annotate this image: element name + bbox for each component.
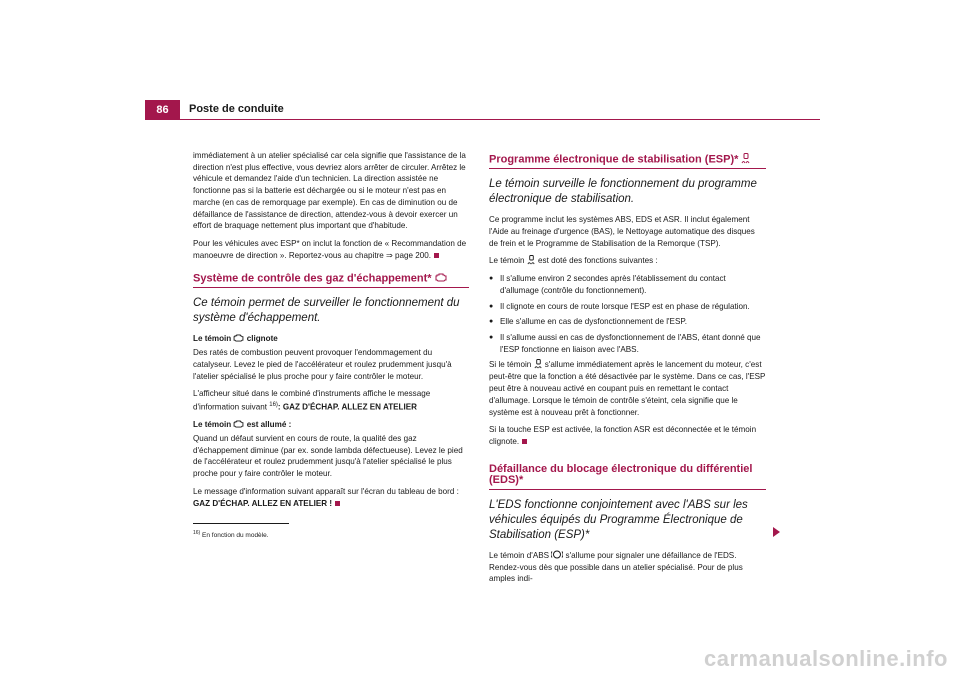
- footnote-ref: 16): [269, 401, 278, 408]
- list-item: ● Il clignote en cours de route lorsque l'ESP est en phase de régulation.: [489, 301, 766, 313]
- section-subtitle: Le témoin surveille le fonctionnement du programme électronique de stabilisation.: [489, 178, 757, 206]
- end-marker: [335, 501, 340, 506]
- list-item: ● Elle s'allume en cas de dysfonctionnement de l'ESP.: [489, 316, 766, 328]
- end-marker: [522, 439, 527, 444]
- section-subtitle: Ce témoin permet de surveiller le fonctionnement du système d'échappement.: [193, 297, 460, 325]
- abs-warning-icon: [551, 550, 563, 561]
- paragraph: Le témoin est doté des fonctions suivantes :: [489, 256, 658, 266]
- page-header: [145, 100, 820, 120]
- paragraph: Si la touche ESP est activée, la fonction ASR est déconnectée et le témoin clignote.: [489, 425, 757, 446]
- engine-warning-icon: [233, 334, 244, 344]
- end-marker: [434, 253, 439, 258]
- paragraph: Quand un défaut survient en cours de route, la qualité des gaz d'échappement diminue (par ex. sonde lambda défectueuse). Levez le pied de l'accélérateur et roulez prudemment jusqu'à l'atelier spécialisé le plus proche pour y faire contrôler le moteur.: [193, 434, 463, 479]
- engine-warning-icon: [233, 420, 244, 430]
- paragraph: Le témoin d'ABS s'allume pour signaler une défaillance de l'EDS. Rendez-vous dès que possible dans un atelier spécialisé. Pour de plus amples indi-: [489, 551, 743, 584]
- continue-arrow-icon: [773, 527, 780, 537]
- paragraph: Le message d'information suivant apparaît sur l'écran du tableau de bord : GAZ D'ÉCHAP. ALLEZ EN ATELIER !: [193, 486, 459, 508]
- watermark: carmanualsonline.info: [704, 646, 948, 671]
- esp-skid-icon: [741, 153, 751, 166]
- section-subtitle: L'EDS fonctionne conjointement avec l'ABS sur les véhicules équipés du Programme Électronique de Stabilisation (ESP)*: [489, 499, 748, 542]
- esp-skid-icon: [534, 359, 543, 371]
- right-column: [489, 150, 766, 591]
- footnote-rule: [193, 523, 289, 524]
- section-title: Défaillance du blocage électronique du différentiel (EDS)*: [489, 464, 766, 490]
- esp-skid-icon: [527, 255, 536, 267]
- left-column: [193, 150, 469, 542]
- subheading: Le témoin clignote: [193, 334, 278, 344]
- list-item: ● Il s'allume environ 2 secondes après l'établissement du contact d'allumage (contrôle du fonctionnement).: [489, 273, 766, 296]
- engine-warning-icon: [435, 273, 447, 284]
- paragraph: Si le témoin s'allume immédiatement après le lancement du moteur, c'est peut-être que la fonction a été désactivée par le système. Dans ce cas, l'ESP peut être à nouveau activé en coupant puis en remettant le contact d'allumage. Lorsque le témoin de contrôle s'éteint, cela signifie que le système est à nouveau prêt à fonctionner.: [489, 360, 766, 417]
- subheading: Le témoin est allumé :: [193, 420, 292, 430]
- footnote: $^{16)}$ En fonction du modèle.: [193, 530, 269, 540]
- paragraph: immédiatement à un atelier spécialisé car cela signifie que l'assistance de la direction n'est plus effective, vous devriez alors arrêter de circuler. Arrêtez le véhicule et demandez l'aide d'un technicien. La direction assistée ne fonctionne pas si la batterie est déchargée ou si le moteur n'est pas en marche (en cas de remorquage par exemple). En cas de diminution ou de défaillance de l'assistance de direction, attendez-vous à devoir exercer un effort de braquage nettement plus important que d'habitude.: [193, 151, 466, 231]
- section-title: Programme électronique de stabilisation (ESP)*: [489, 153, 766, 169]
- paragraph: L'afficheur situé dans le combiné d'instruments affiche le message d'information suivant $^{16)}$: GAZ D'ÉCHAP. ALLEZ EN ATELIER: [193, 389, 431, 412]
- section-title: Système de contrôle des gaz d'échappement*: [193, 273, 469, 288]
- chapter-title: Poste de conduite: [189, 103, 284, 115]
- header-rule: [180, 119, 820, 120]
- list-item: ● Il s'allume aussi en cas de dysfonctionnement de l'ABS, étant donné que l'ESP fonctionne en liaison avec l'ABS.: [489, 332, 766, 355]
- page-number: 86: [145, 100, 180, 120]
- paragraph: Des ratés de combustion peuvent provoquer l'endommagement du catalyseur. Levez le pied de l'accélérateur et roulez prudemment jusqu'à l'atelier spécialisé le plus proche pour y faire contrôler le moteur.: [193, 348, 452, 381]
- paragraph: Pour les véhicules avec ESP* on inclut la fonction de « Recommandation de manoeuvre de direction ». Reportez-vous au chapitre ⇒ page 200.: [193, 238, 467, 260]
- paragraph: Ce programme inclut les systèmes ABS, EDS et ASR. Il inclut également l'Aide au freinage d'urgence (BAS), le Nettoyage automatique des disques de frein et le Programme de Stabilisation de la Remorque (TSP).: [489, 215, 755, 248]
